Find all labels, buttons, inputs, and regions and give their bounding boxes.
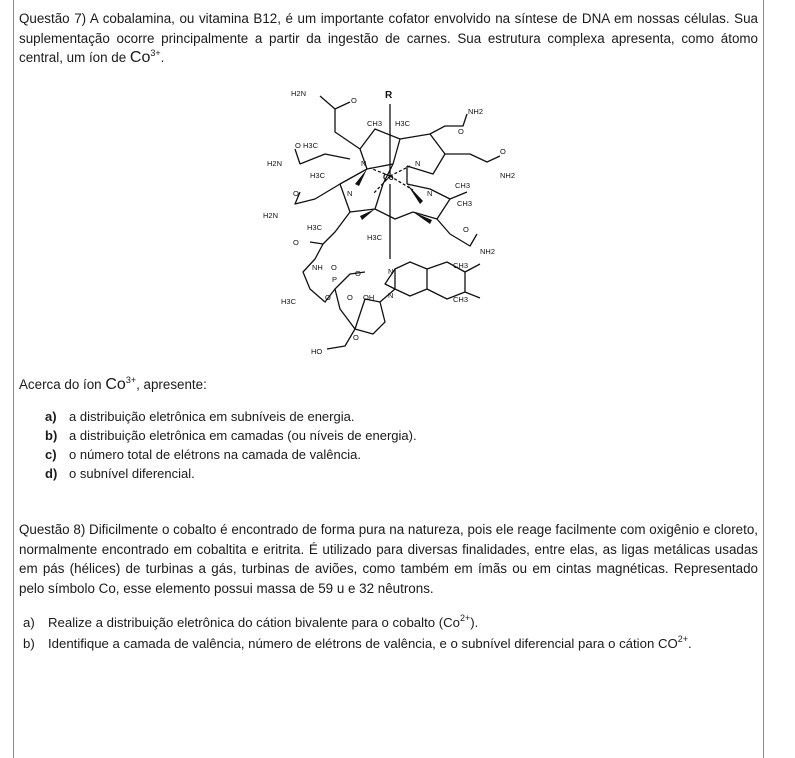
svg-text:N: N <box>361 159 367 168</box>
svg-text:N: N <box>347 189 353 198</box>
svg-text:H2N: H2N <box>291 89 307 98</box>
list-item: d) o subnível diferencial. <box>45 466 195 481</box>
list-item: c) o número total de elétrons na camada de valência. <box>45 447 361 462</box>
svg-text:CH3: CH3 <box>453 261 469 270</box>
list-item: b) Identifique a camada de valência, número de elétrons de valência, e o subnível diferencial para o cátion $CO^{2+}$. <box>23 634 692 651</box>
cobalamin-structure-figure <box>255 84 525 359</box>
question-8-items <box>23 612 692 654</box>
svg-text:H2N: H2N <box>263 211 279 220</box>
svg-text:O: O <box>463 225 469 234</box>
svg-text:O: O <box>295 141 301 150</box>
svg-text:N: N <box>388 291 394 300</box>
question-7-intro: Acerca do íon $Co^{3+}$, apresente: <box>19 375 207 393</box>
svg-text:O: O <box>347 293 353 302</box>
list-item: a) a distribuição eletrônica em subníveis de energia. <box>45 409 355 424</box>
list-item: a) Realize a distribuição eletrônica do cátion bivalente para o cobalto $(Co^{2+})$. <box>23 613 479 630</box>
svg-text:O: O <box>293 189 299 198</box>
svg-text:CH3: CH3 <box>453 295 469 304</box>
svg-text:O: O <box>353 333 359 342</box>
svg-text:CH3: CH3 <box>367 119 383 128</box>
svg-text:O: O <box>331 263 337 272</box>
svg-text:R: R <box>385 90 393 101</box>
svg-text:O: O <box>458 127 464 136</box>
svg-text:NH2: NH2 <box>468 107 484 116</box>
svg-text:Co: Co <box>383 173 394 182</box>
svg-text:NH: NH <box>312 263 323 272</box>
svg-text:H2N: H2N <box>267 159 283 168</box>
svg-text:H3C: H3C <box>310 171 326 180</box>
svg-text:N: N <box>427 189 433 198</box>
svg-text:NH2: NH2 <box>480 247 496 256</box>
list-item: b) a distribuição eletrônica em camadas (ou níveis de energia). <box>45 428 417 443</box>
svg-text:P: P <box>332 275 338 284</box>
svg-text:O: O <box>355 269 361 278</box>
svg-text:H3C: H3C <box>281 297 297 306</box>
svg-text:H3C: H3C <box>395 119 411 128</box>
svg-text:HO: HO <box>311 347 323 356</box>
svg-text:H3C: H3C <box>307 223 323 232</box>
svg-text:N: N <box>415 159 421 168</box>
question-7-items <box>45 407 417 483</box>
svg-text:O: O <box>293 238 299 247</box>
svg-text:O: O <box>500 147 506 156</box>
svg-text:N: N <box>388 267 394 276</box>
svg-text:O: O <box>325 293 331 302</box>
svg-text:NH2: NH2 <box>500 171 516 180</box>
question-8-text: Questão 8) Dificilmente o cobalto é encontrado de forma pura na natureza, pois ele reage facilmente com oxigênio e cloreto, normalmente encontrado em cobaltita e eritrita. É utilizado para diversas finalidades, entre elas, as ligas metálicas usadas em pás (hélices) de turbinas a gás, turbinas de aviões, como também em ímãs ou em cintas magnéticas. Representado pelo símbolo Co, esse elemento possui massa de 59 u e 32 nêutrons. <box>19 522 758 596</box>
question-7-text: Questão 7) A cobalamina, ou vitamina B12, é um importante cofator envolvido na síntese de DNA em nossas células. Sua suplementação ocorre principalmente a partir da ingestão de carnes. Sua estrutura complexa apresenta, como átomo central, um íon de $Co^{3+}$. <box>19 11 758 66</box>
svg-text:O: O <box>351 96 357 105</box>
svg-text:OH: OH <box>363 293 375 302</box>
svg-text:H3C: H3C <box>303 141 319 150</box>
svg-text:CH3: CH3 <box>455 181 471 190</box>
svg-text:CH3: CH3 <box>457 199 473 208</box>
svg-text:H3C: H3C <box>367 233 383 242</box>
